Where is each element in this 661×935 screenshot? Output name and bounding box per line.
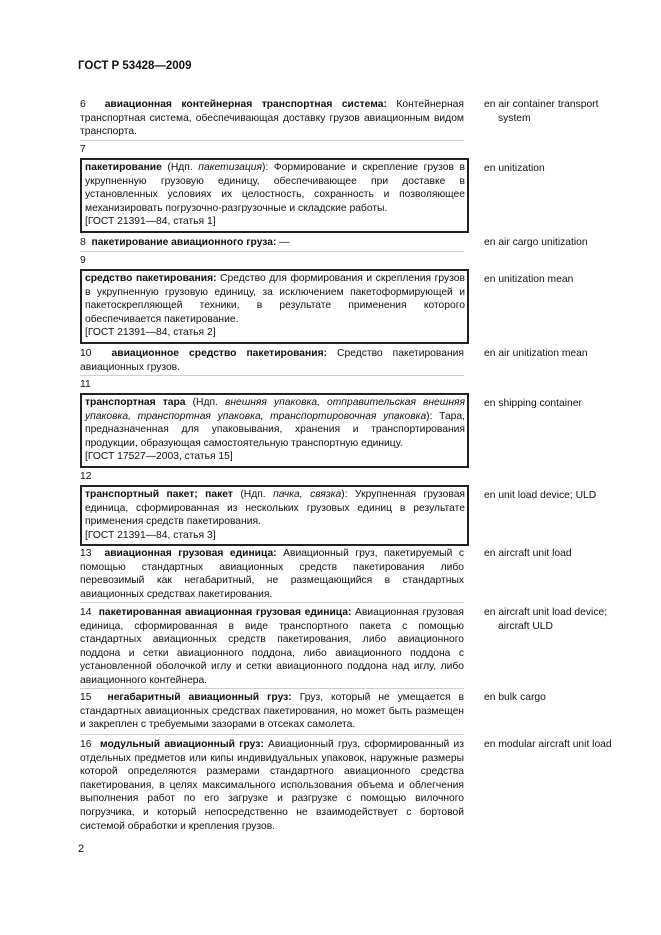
entry-term: средство пакетирования:	[85, 273, 217, 284]
entry-term: авиационная контейнерная транспортная система:	[104, 99, 387, 110]
equivalent-7: en unitization	[484, 163, 545, 174]
entry-definition: Авиационный груз, сформированный из отдельных предметов или кипы индивидуальных упаковок, наружные размеры которой определяются размерами стандартного авиационного средства пакетирования, в целях максимального использования объема и облегчения выполнения работ по его загрузке и разгрузке с помощью вилочного погрузчика, и который непосредственно не взаимодействует с бортовой системой обработки и крепления грузов.	[80, 739, 464, 832]
entry-number-7: 7	[80, 144, 86, 155]
page-header: ГОСТ Р 53428—2009	[78, 60, 192, 72]
entry-number-11: 11	[80, 379, 91, 390]
entry-16	[80, 738, 464, 833]
entry-definition: Формирование и скрепление грузов в укрупненную грузовую единицу, обеспечивающее при доставке в установленных условиях их целостность, сохранность и позволяющее механизировать погрузочно-разгрузочные и складские работы.	[85, 162, 465, 214]
equivalent-13: en aircraft unit load	[484, 548, 572, 559]
divider	[80, 734, 464, 735]
entry-definition: Тара, предназначенная для упаковывания, хранения и транспортирования продукции, образующая самостоятельную транспортную единицу.	[85, 410, 465, 449]
entry-15	[80, 691, 464, 732]
equivalent-6: en air container transport system	[484, 99, 599, 124]
entry-term: транспортная тара	[85, 397, 186, 408]
entry-definition: Авиационная грузовая единица, сформированная в виде транспортного пакета с помощью стандартных авиационных средств пакетирования, либо авиационного поддона и сетки авиационного поддона, либо авиационного поддона с установленной оболочкой иглу и сетки авиационного поддона над иглу, либо авиационного контейнера.	[80, 607, 464, 686]
entry-definition: Укрупненная грузовая единица, сформированная из нескольких грузовых единиц в результате применения средств пакетирования.	[85, 489, 466, 528]
entry-definition: Груз, который не умещается в стандартных авиационных средствах пакетирования, но может быть размещен и закреплен с требуемыми зазорами в отсеках самолета.	[80, 692, 464, 731]
entry-number-12: 12	[80, 471, 92, 482]
equivalent-11: en shipping container	[484, 398, 582, 409]
entry-term: пакетирование авиационного груза:	[91, 237, 277, 248]
entry-7-box	[80, 158, 469, 233]
entry-term: авиационная грузовая единица:	[104, 548, 277, 559]
entry-term: авиационное средство пакетирования:	[111, 348, 328, 359]
ndp-suffix: ):	[426, 410, 433, 422]
entry-term: негабаритный авиационный груз:	[107, 692, 292, 703]
entry-term: транспортный пакет; пакет	[85, 489, 233, 500]
entry-number: 6	[80, 99, 86, 110]
entry-number: 13	[80, 548, 92, 559]
entry-source: [ГОСТ 21391—84, статья 1]	[85, 216, 216, 228]
ndp-suffix: ):	[261, 162, 269, 173]
entry-definition: Авиационный груз, пакетируемый с помощью стандартных авиационных средств пакетирования либо перевозимый как негабаритный, не размещающийся в стандартных авиационных средствах пакетирования.	[80, 548, 464, 600]
ndp-prefix: (Ндп.	[161, 162, 199, 173]
entry-6	[80, 98, 464, 139]
entry-term: пакетированная авиационная грузовая единица:	[98, 607, 352, 618]
ndp-term: внешняя упаковка, отправительская внешняя упаковка, транспортная упаковка, транспортировочная упаковка	[85, 397, 465, 422]
equivalent-16: en modular aircraft unit load	[484, 739, 612, 750]
entry-number: 8	[80, 237, 86, 248]
equivalent-12: en unit load device; ULD	[484, 490, 597, 501]
entry-term: пакетирование	[85, 162, 162, 173]
entry-number: 15	[80, 692, 92, 703]
entry-9-box	[80, 269, 469, 344]
ndp-prefix: (Ндп.	[185, 397, 225, 408]
entry-8	[80, 236, 464, 250]
entry-12-box	[80, 485, 469, 546]
entry-number: 16	[80, 739, 92, 750]
entry-10	[80, 347, 464, 374]
ndp-term: пакетизация	[198, 162, 262, 173]
divider	[80, 688, 464, 689]
entry-13	[80, 547, 464, 601]
page-number: 2	[78, 843, 85, 855]
equivalent-15: en bulk cargo	[484, 692, 546, 703]
divider	[80, 375, 464, 376]
equivalent-8: en air cargo unitization	[484, 237, 588, 248]
entry-definition: Контейнерная транспортная система, обеспечивающая доставку грузов авиационным видом транспорта.	[80, 99, 464, 138]
entry-11-box	[80, 393, 469, 468]
ndp-prefix: (Ндп.	[232, 489, 274, 500]
entry-definition: Средство пакетирования авиационных грузов.	[80, 348, 464, 373]
entry-number: 10	[80, 348, 92, 359]
entry-term: модульный авиационный груз:	[99, 739, 264, 750]
entry-definition: —	[276, 237, 290, 248]
entry-number: 14	[80, 607, 92, 618]
entry-source: [ГОСТ 17527—2003, статья 15]	[85, 451, 233, 463]
equivalent-14: en aircraft unit load device; aircraft ULD	[484, 607, 608, 632]
divider	[80, 251, 464, 252]
entry-definition: Средство для формирования и скрепления грузов в укрупненную грузовую единицу, за исключением пакетоформирующей и пакетоскрепляющей техники, в результате применения которого обеспечивается пакетирование.	[85, 273, 465, 325]
equivalent-9: en unitization mean	[484, 274, 574, 285]
ndp-suffix: ):	[341, 489, 348, 500]
entry-14	[80, 606, 464, 688]
equivalent-10: en air unitization mean	[484, 348, 588, 359]
entry-number-9: 9	[80, 255, 86, 266]
divider	[80, 602, 464, 603]
entry-source: [ГОСТ 21391—84, статья 2]	[85, 327, 216, 339]
ndp-term: пачка, связка	[273, 489, 342, 500]
entry-source: [ГОСТ 21391—84, статья 3]	[85, 529, 216, 541]
divider	[80, 140, 464, 141]
